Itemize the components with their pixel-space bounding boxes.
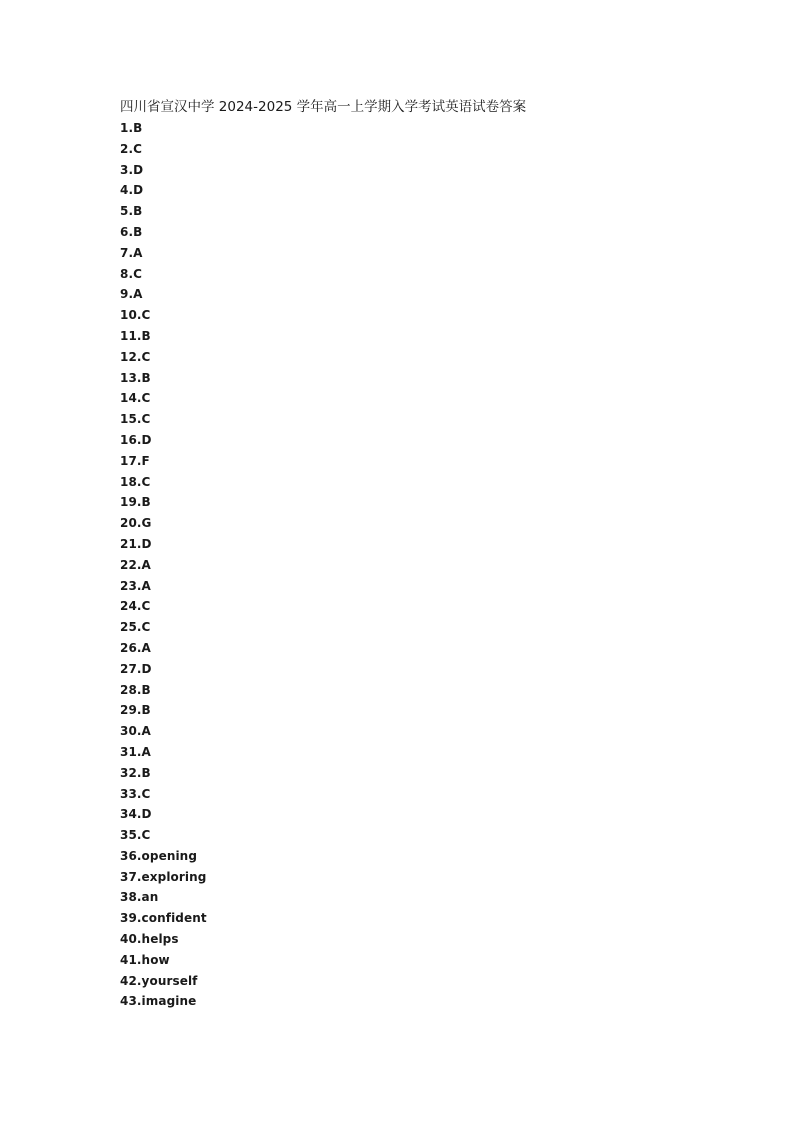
answer-item: 23.A [120, 578, 151, 593]
answer-item: 3.D [120, 162, 144, 177]
answer-item: 32.B [120, 765, 151, 780]
answer-item: 16.D [120, 432, 152, 447]
answer-item: 31.A [120, 744, 151, 759]
answer-item: 15.C [120, 412, 151, 427]
answer-item: 1.B [120, 121, 143, 135]
answer-item: 35.C [120, 828, 151, 843]
answer-item: 39.confident [120, 911, 207, 926]
answer-item: 24.C [120, 599, 151, 614]
answer-item: 41.how [120, 952, 170, 967]
answer-item: 19.B [120, 495, 151, 510]
answer-item: 9.A [120, 287, 143, 302]
answer-item: 21.D [120, 536, 152, 551]
answer-item: 43.imagine [120, 994, 197, 1009]
answer-item: 17.F [120, 453, 150, 468]
answer-item: 20.G [120, 516, 152, 531]
answer-item: 18.C [120, 474, 151, 489]
answer-item: 38.an [120, 890, 159, 905]
answer-item: 36.opening [120, 848, 198, 863]
answer-item: 8.C [120, 266, 143, 281]
document-title: 四川省宣汉中学 2024-2025 学年高一上学期入学考试英语试卷答案 [120, 99, 527, 115]
answer-item: 14.C [120, 391, 151, 406]
answer-item: 33.C [120, 786, 151, 801]
answer-item: 7.A [120, 245, 143, 260]
answer-item: 25.C [120, 620, 151, 635]
answer-item: 42.yourself [120, 973, 198, 988]
answer-item: 27.D [120, 661, 152, 676]
answer-item: 6.B [120, 224, 143, 239]
answer-item: 30.A [120, 724, 151, 739]
answer-item: 2.C [120, 141, 143, 156]
answer-item: 4.D [120, 183, 144, 198]
answer-item: 37.exploring [120, 869, 207, 884]
answer-item: 34.D [120, 807, 152, 822]
answer-item: 10.C [120, 308, 151, 323]
answer-item: 12.C [120, 349, 151, 364]
answer-item: 40.helps [120, 932, 179, 947]
answer-item: 28.B [120, 682, 151, 697]
answer-list [120, 119, 207, 1013]
answer-item: 22.A [120, 557, 151, 572]
answer-item: 11.B [120, 328, 151, 343]
answer-item: 13.B [120, 370, 151, 385]
answer-item: 5.B [120, 204, 143, 219]
answer-item: 29.B [120, 703, 151, 718]
answer-item: 26.A [120, 640, 151, 655]
